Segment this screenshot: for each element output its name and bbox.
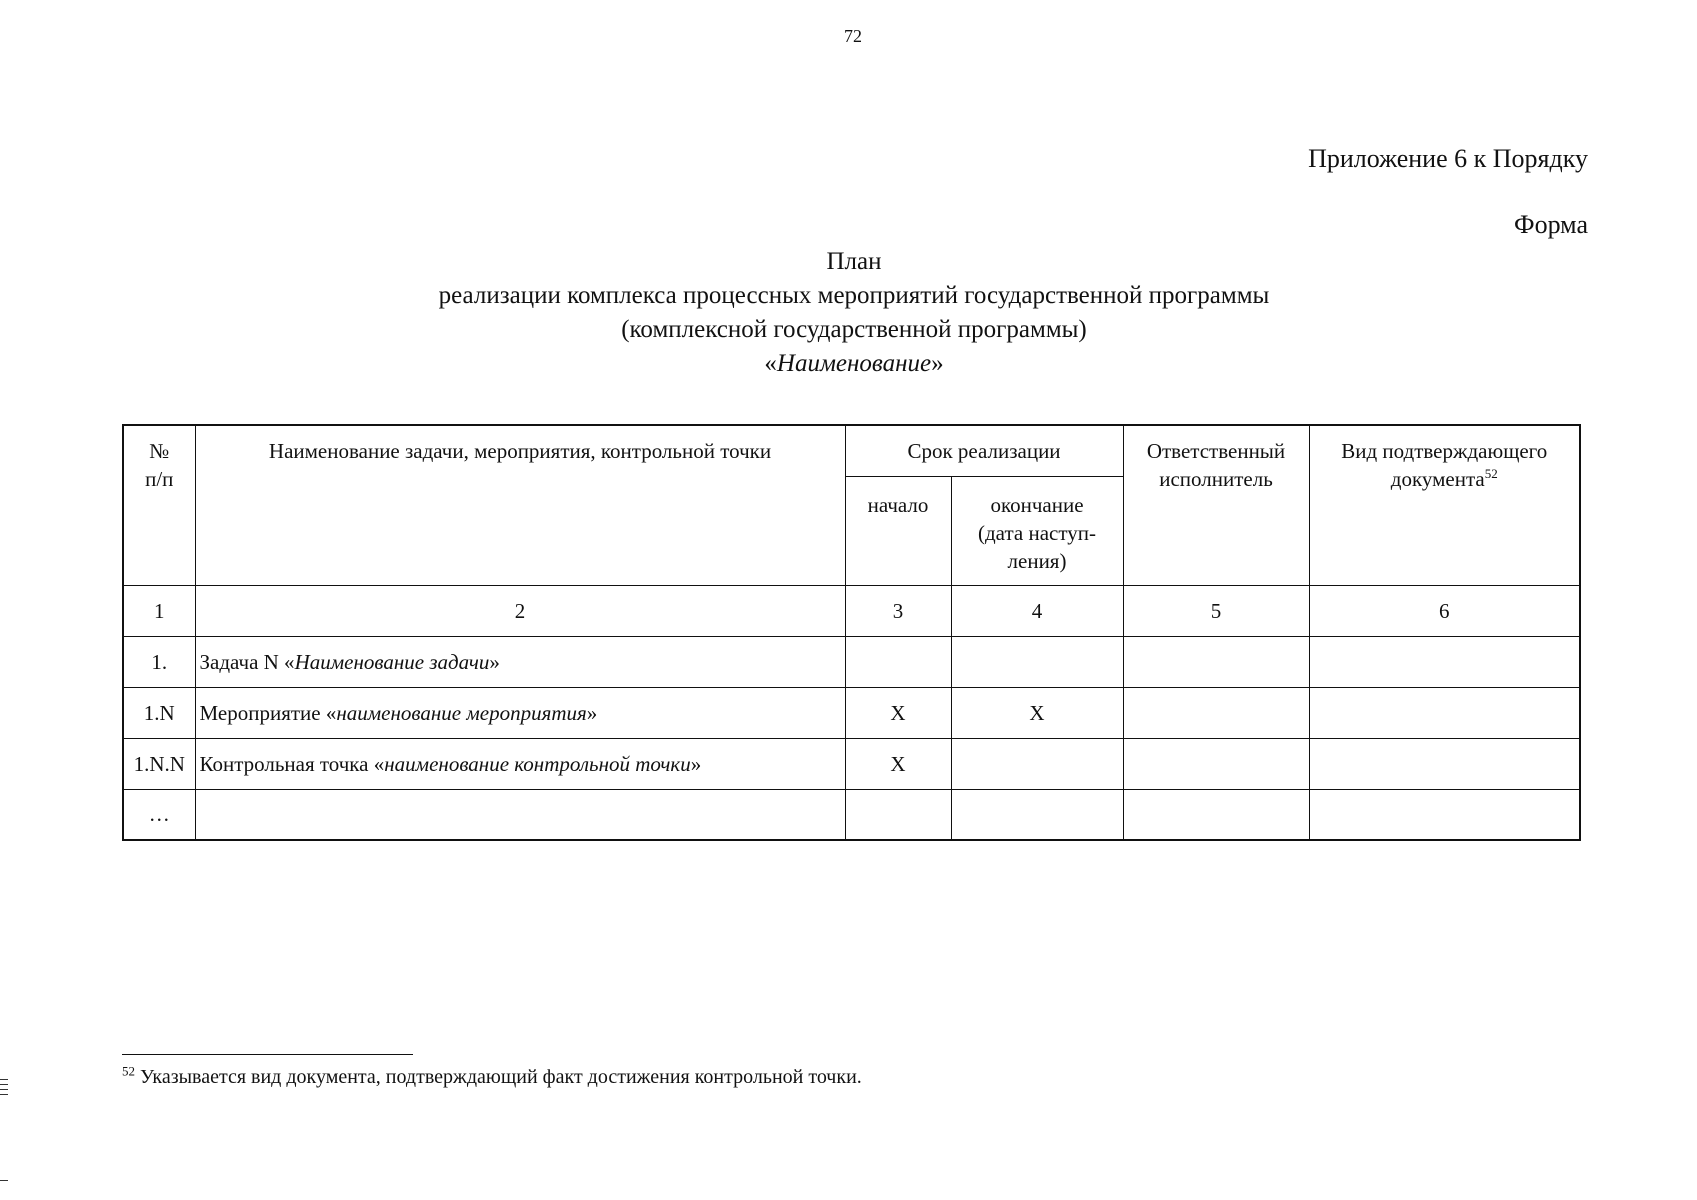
row-number: 1.N.N — [123, 738, 195, 789]
header-doc-type-text: документа — [1390, 467, 1485, 491]
scan-mark — [0, 1079, 8, 1080]
row-number: 1.N — [123, 687, 195, 738]
header-num — [123, 425, 195, 585]
header-end — [951, 476, 1123, 585]
column-number: 3 — [845, 585, 951, 636]
row-doc-type — [1309, 789, 1580, 840]
header-doc-type-line-2 — [1314, 465, 1576, 493]
page-number: 72 — [844, 26, 862, 46]
row-doc-type — [1309, 738, 1580, 789]
header-num-line: п/п — [145, 467, 174, 491]
row-name-prefix: Контрольная точка « — [199, 751, 385, 776]
scan-mark — [0, 1084, 8, 1085]
row-end — [951, 789, 1123, 840]
table-row — [123, 789, 1580, 840]
row-name-prefix: Задача N « — [199, 649, 295, 674]
header-doc-type — [1309, 425, 1580, 585]
row-responsible — [1123, 687, 1309, 738]
header-name: Наименование задачи, мероприятия, контрольной точки — [195, 425, 845, 585]
row-name — [195, 789, 845, 840]
header-responsible — [1123, 425, 1309, 585]
column-number: 6 — [1309, 585, 1580, 636]
footnote-marker: 52 — [122, 1063, 135, 1079]
row-name-placeholder: Наименование задачи — [294, 649, 490, 674]
row-name-placeholder: наименование контрольной точки — [384, 751, 691, 776]
column-number-row — [123, 585, 1580, 636]
scan-mark — [0, 1089, 8, 1090]
footnote-reference: 52 — [1484, 466, 1498, 481]
row-name-suffix: » — [586, 700, 598, 725]
header-responsible-line: исполнитель — [1159, 467, 1273, 491]
footnote-divider — [122, 1054, 413, 1055]
column-number: 1 — [123, 585, 195, 636]
row-responsible — [1123, 738, 1309, 789]
row-name-suffix: » — [690, 751, 702, 776]
header-end-line: (дата наступ- — [978, 520, 1096, 545]
footnote — [122, 1063, 862, 1089]
form-label: Форма — [1514, 210, 1588, 239]
row-name-suffix: » — [489, 649, 500, 674]
scan-mark — [0, 1180, 8, 1181]
header-start: начало — [845, 476, 951, 585]
column-number: 2 — [195, 585, 845, 636]
row-responsible — [1123, 789, 1309, 840]
title-name-placeholder: Наименование — [776, 350, 932, 377]
row-doc-type — [1309, 687, 1580, 738]
title-quote-open: « — [764, 350, 777, 377]
document-title — [20, 245, 1688, 381]
scan-mark — [0, 1094, 8, 1095]
table-row — [123, 636, 1580, 687]
title-line-4 — [20, 347, 1688, 381]
row-start: X — [845, 738, 951, 789]
title-quote-close: » — [931, 350, 944, 377]
row-end — [951, 738, 1123, 789]
row-start — [845, 636, 951, 687]
row-name — [195, 636, 845, 687]
title-line-2: реализации комплекса процессных мероприятий государственной программы — [438, 282, 1270, 309]
row-name-prefix: Мероприятие « — [199, 700, 337, 725]
footnote-text: Указывается вид документа, подтверждающий факт достижения контрольной точки. — [140, 1066, 862, 1088]
header-num-line: № — [149, 439, 170, 463]
row-name-placeholder: наименование мероприятия — [336, 700, 587, 725]
table-row — [123, 687, 1580, 738]
title-line-1: План — [826, 248, 882, 275]
column-number: 5 — [1123, 585, 1309, 636]
title-line-3: (комплексной государственной программы) — [621, 316, 1087, 343]
row-end: X — [951, 687, 1123, 738]
row-name — [195, 687, 845, 738]
table-row — [123, 738, 1580, 789]
row-start — [845, 789, 951, 840]
row-end — [951, 636, 1123, 687]
column-number: 4 — [951, 585, 1123, 636]
plan-table — [122, 424, 1581, 841]
header-end-line: ления) — [1007, 548, 1067, 573]
appendix-label: Приложение 6 к Порядку — [1308, 144, 1588, 173]
table-header-row — [123, 425, 1580, 476]
header-responsible-line: Ответственный — [1146, 439, 1286, 463]
header-period: Срок реализации — [845, 425, 1123, 476]
row-doc-type — [1309, 636, 1580, 687]
row-start: X — [845, 687, 951, 738]
header-end-line: окончание — [990, 492, 1084, 517]
row-responsible — [1123, 636, 1309, 687]
header-doc-type-line: Вид подтверждающего — [1341, 439, 1548, 463]
row-name — [195, 738, 845, 789]
row-number: 1. — [123, 636, 195, 687]
row-number: … — [123, 789, 195, 840]
